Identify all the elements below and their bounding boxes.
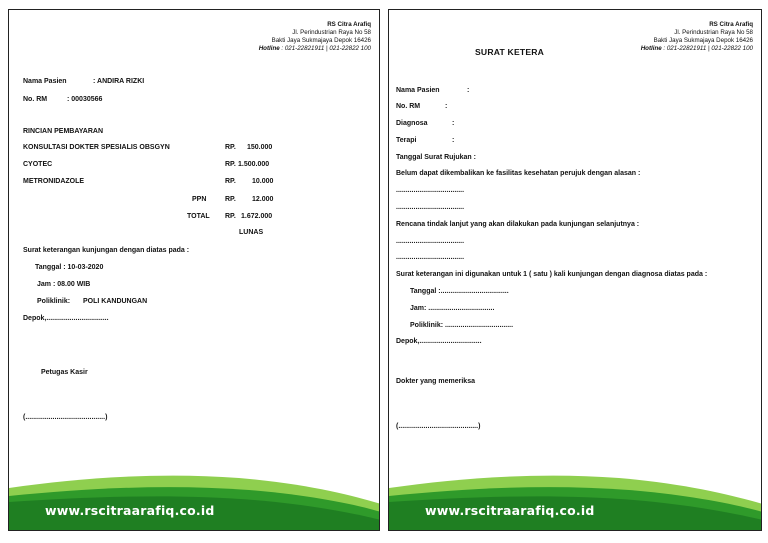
rm-label: No. RM <box>396 103 421 110</box>
place-date: Depok,................................ <box>396 338 482 345</box>
hospital-name: RS Citra Arafiq <box>709 21 753 28</box>
visit-time: Jam : 08.00 WIB <box>37 281 91 288</box>
payment-status: LUNAS <box>239 229 264 236</box>
hotline <box>259 45 371 53</box>
item-label: CYOTEC <box>23 161 53 168</box>
item-amount: 10.000 <box>252 178 274 185</box>
hospital-header <box>641 21 753 53</box>
item-currency: RP. <box>225 161 236 168</box>
therapy-label: Terapi <box>396 137 417 144</box>
diagnosis-label: Diagnosa <box>396 120 428 127</box>
footer-banner <box>389 460 761 530</box>
hospital-address-1: Jl. Perindustrian Raya No 58 <box>674 29 753 36</box>
hospital-name: RS Citra Arafiq <box>327 21 371 28</box>
reason-line-1: ................................... <box>396 187 465 194</box>
website-link[interactable]: www.rscitraarafiq.co.id <box>45 503 215 518</box>
item-currency: RP. <box>225 144 236 151</box>
section-title: RINCIAN PEMBAYARAN <box>23 128 103 135</box>
patient-name-colon: : <box>467 87 470 94</box>
hotline <box>641 45 753 53</box>
total-currency: RP. <box>225 213 236 220</box>
item-label: METRONIDAZOLE <box>23 178 85 185</box>
hospital-address-2: Bakti Jaya Sukmajaya Depok 16426 <box>271 37 371 44</box>
rm-colon: : <box>445 103 448 110</box>
certificate-document <box>388 9 762 531</box>
hotline-numbers: : 021-22821911 | 021-22822 100 <box>281 45 371 52</box>
place-date: Depok,................................ <box>23 315 109 322</box>
visit-note: Surat keterangan kunjungan dengan diatas pada : <box>23 247 190 254</box>
rm-label: No. RM <box>23 96 48 103</box>
reason-line-2: ................................... <box>396 204 465 211</box>
clinic-value: POLI KANDUNGAN <box>83 298 148 305</box>
hotline-numbers: : 021-22821911 | 021-22822 100 <box>663 45 753 52</box>
total-label: TOTAL <box>187 213 210 220</box>
clinic-label: Poliklinik: <box>37 298 71 305</box>
item-label: KONSULTASI DOKTER SPESIALIS OBSGYN <box>23 144 170 151</box>
plan-line-1: ................................... <box>396 238 465 245</box>
referral-date-label: Tanggal Surat Rujukan : <box>396 154 476 161</box>
signature-line: (.........................................) <box>23 414 108 421</box>
therapy-colon: : <box>452 137 455 144</box>
website-link[interactable]: www.rscitraarafiq.co.id <box>425 503 595 518</box>
footer-wave-graphic <box>9 460 380 530</box>
plan-line-2: ................................... <box>396 254 465 261</box>
total-amount: 1.672.000 <box>241 213 273 220</box>
not-returned-reason: Belum dapat dikembalikan ke fasilitas kesehatan perujuk dengan alasan : <box>396 170 641 177</box>
ppn-label: PPN <box>192 196 207 203</box>
ppn-currency: RP. <box>225 196 236 203</box>
receipt-document <box>8 9 380 531</box>
patient-name-value: : ANDIRA RIZKI <box>93 78 145 85</box>
patient-name-label: Nama Pasien <box>23 78 67 85</box>
item-amount: 1.500.000 <box>238 161 270 168</box>
hospital-address-2: Bakti Jaya Sukmajaya Depok 16426 <box>653 37 753 44</box>
diagnosis-colon: : <box>452 120 455 127</box>
usage-note: Surat keterangan ini digunakan untuk 1 ( satu ) kali kunjungan dengan diagnosa diatas pada : <box>396 271 708 278</box>
patient-name-label: Nama Pasien <box>396 87 440 94</box>
hotline-label: Hotline <box>640 45 662 52</box>
doctor-title: Dokter yang memeriksa <box>396 378 475 385</box>
officer-title: Petugas Kasir <box>41 369 88 376</box>
hotline-label: Hotline <box>258 45 280 52</box>
follow-up-plan: Rencana tindak lanjut yang akan dilakukan pada kunjungan selanjutnya : <box>396 221 640 228</box>
footer-banner <box>9 460 379 530</box>
visit-date: Tanggal : 10-03-2020 <box>35 264 104 271</box>
rm-value: : 00030566 <box>67 96 103 103</box>
visit-time: Jam: .................................. <box>410 305 495 312</box>
clinic-field: Poliklinik: ................................... <box>410 322 514 329</box>
item-amount: 150.000 <box>247 144 273 151</box>
ppn-amount: 12.000 <box>252 196 274 203</box>
document-title: SURAT KETERA <box>475 47 545 57</box>
visit-date: Tanggal :................................... <box>410 288 509 295</box>
footer-wave-graphic <box>389 460 762 530</box>
signature-line: (.........................................) <box>396 423 481 430</box>
item-currency: RP. <box>225 178 236 185</box>
hospital-header <box>259 21 371 53</box>
hospital-address-1: Jl. Perindustrian Raya No 58 <box>292 29 371 36</box>
